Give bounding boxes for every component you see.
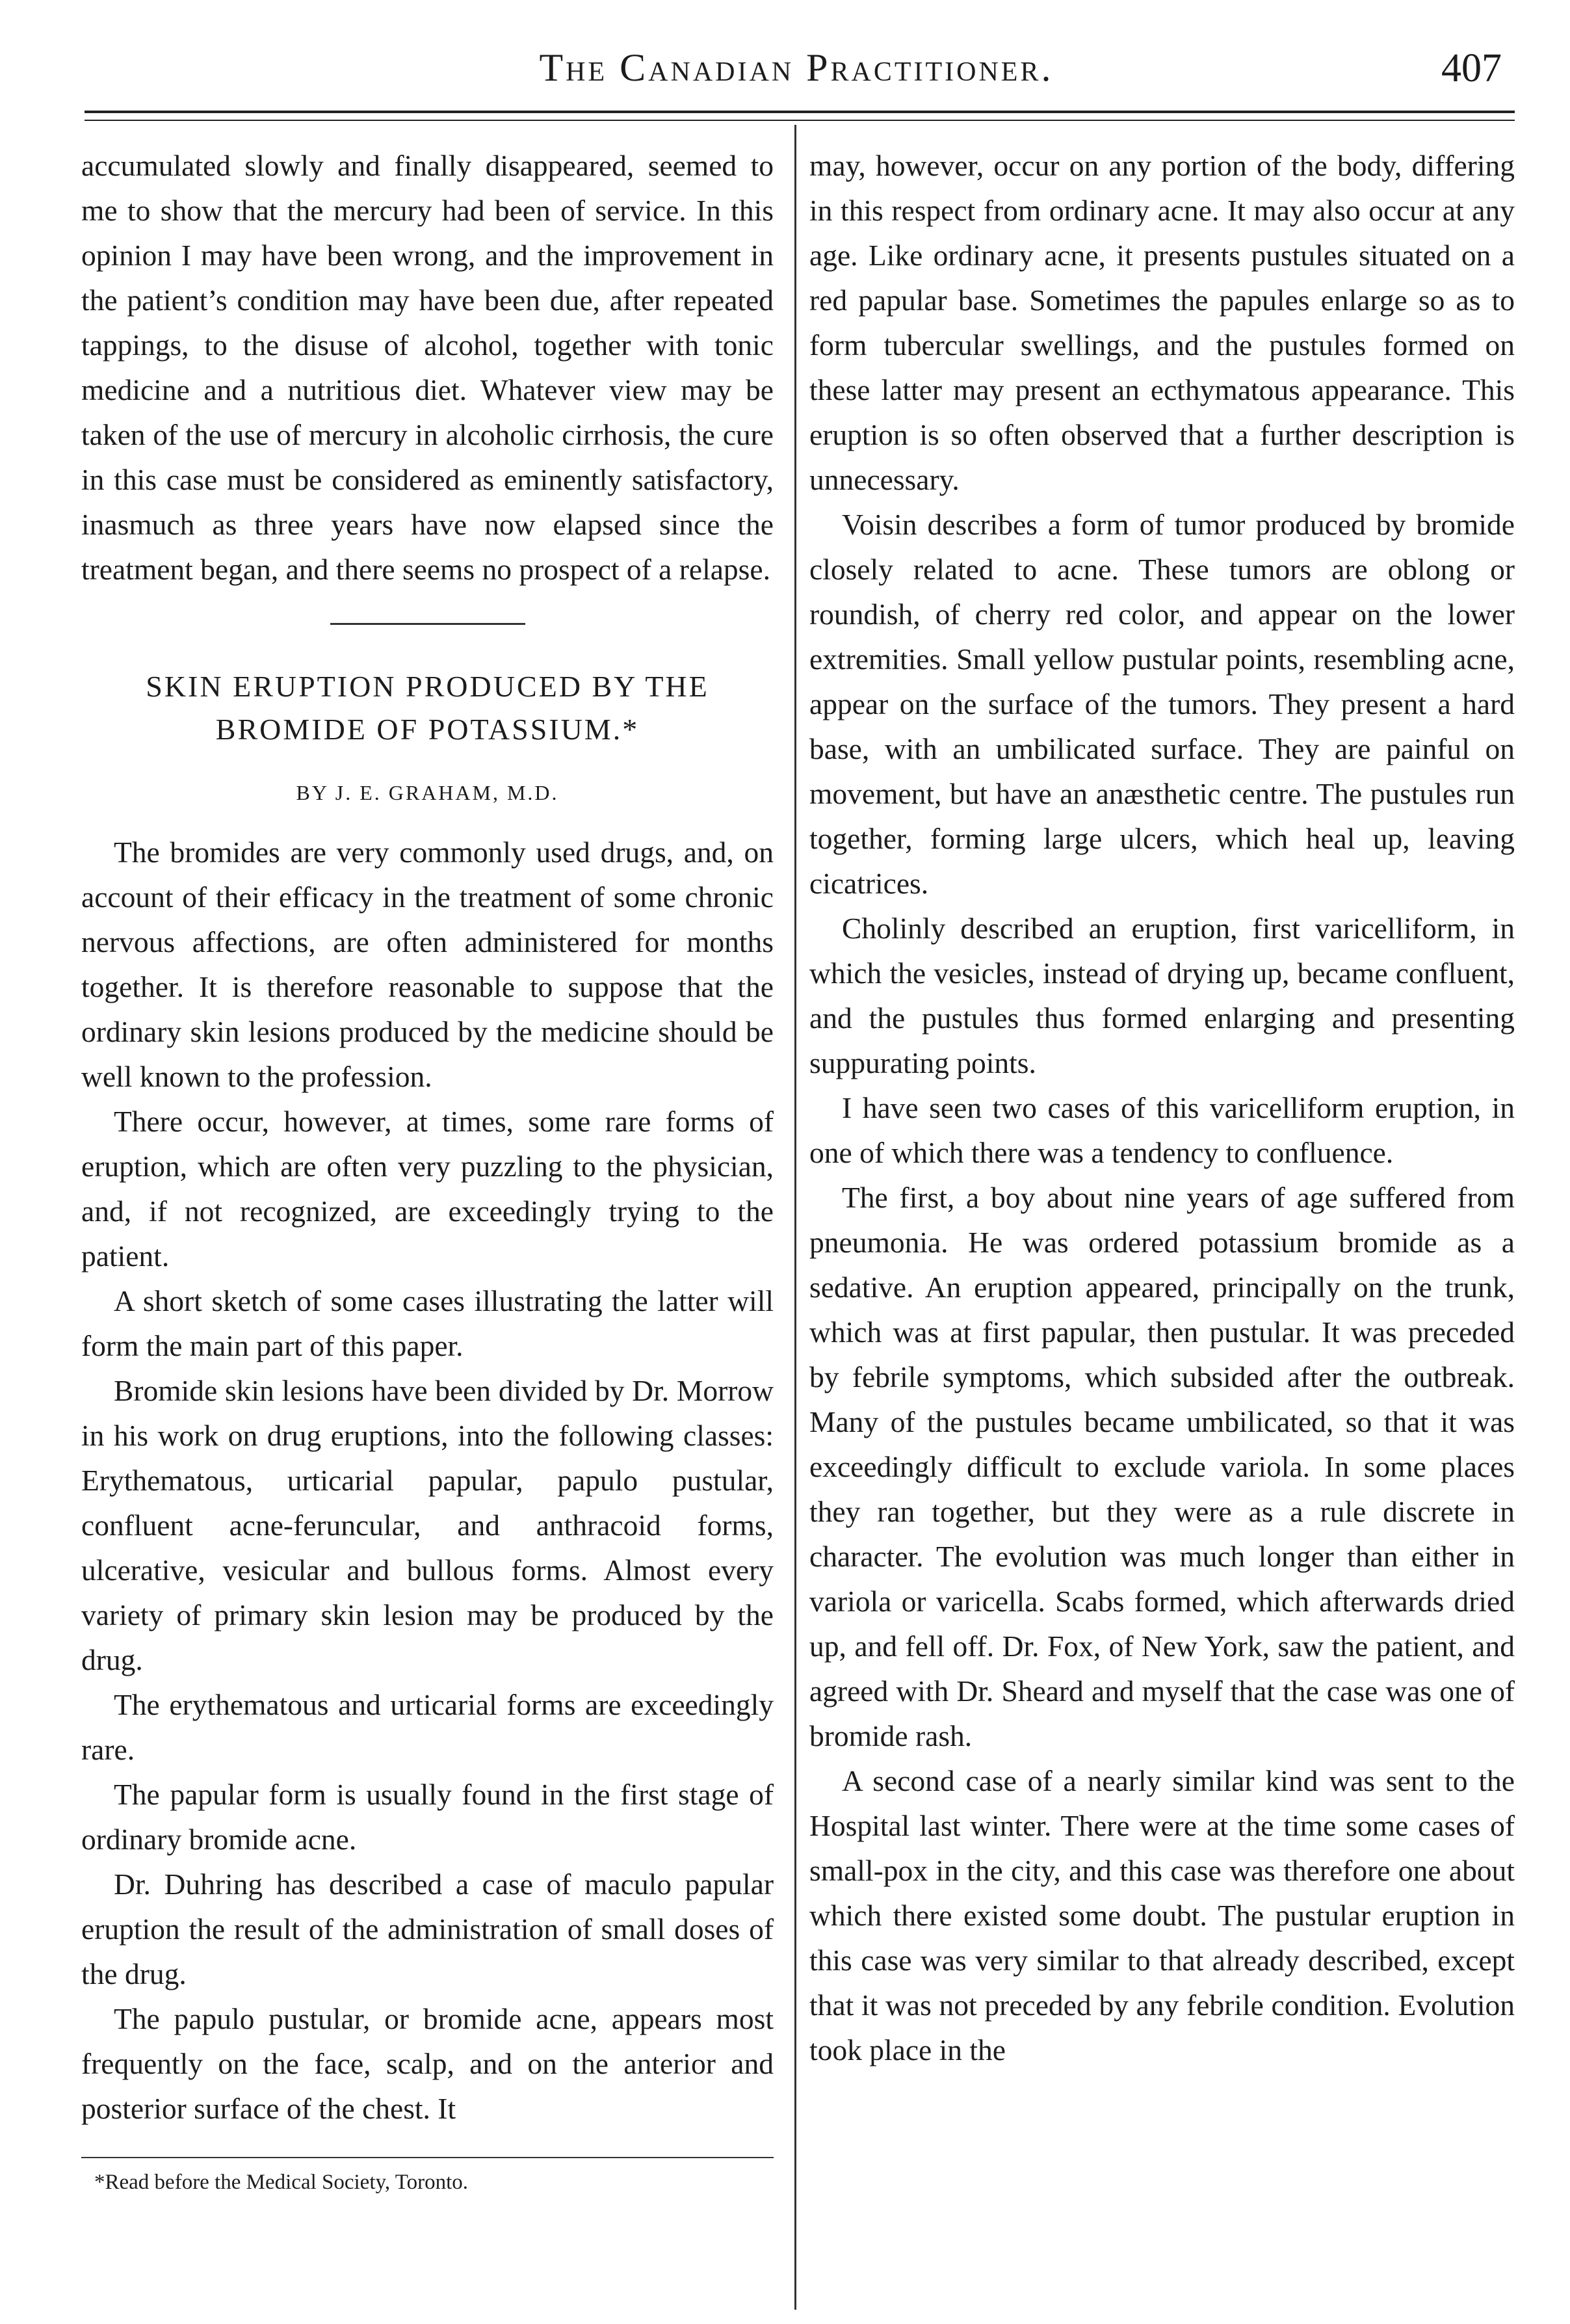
body-paragraph: Voisin describes a form of tumor produced by bromide closely related to acne. These tumors are oblong or roundish, of cherry red color, and appear on the lower extremities. Small yellow pustular points, resembling acne, appear on the surface of the tumors. They present a hard base, with an umbilicated surface. They are painful on movement, but have an anæsthetic centre. The pustules run together, forming large ulcers, which heal up, leaving cicatrices.: [809, 508, 1515, 900]
body-paragraph: A second case of a nearly similar kind was sent to the Hospital last winter. There were at the time some cases of small-pox in the city, and this case was therefore one about which there existed some doubt. The pustular eruption in this case was very similar to that already described, except that it was not preceded by any febrile condition. Evolution took place in the: [809, 1764, 1515, 2067]
body-paragraph: Dr. Duhring has described a case of maculo papular eruption the result of the administration of small doses of the drug.: [81, 1868, 774, 1990]
body-paragraph: I have seen two cases of this varicelliform eruption, in one of which there was a tendency to confluence.: [809, 1091, 1515, 1169]
body-paragraph: Bromide skin lesions have been divided by Dr. Morrow in his work on drug eruptions, into the following classes: Erythematous, urticarial papular, papulo pustular, confluent acne-feruncular, and anthracoid forms, ulcerative, vesicular and bullous forms. Almost every variety of primary skin lesion may be produced by the drug.: [81, 1374, 774, 1676]
body-paragraph: The papulo pustular, or bromide acne, appears most frequently on the face, scalp, and on the anterior and posterior surface of the chest. It: [81, 2002, 774, 2125]
right-column: [809, 143, 1515, 2072]
column-divider: [794, 125, 796, 2310]
body-paragraph: The erythematous and urticarial forms are exceedingly rare.: [81, 1688, 774, 1766]
body-paragraph: Cholinly described an eruption, first varicelliform, in which the vesicles, instead of drying up, became confluent, and the pustules thus formed enlarging and presenting suppurating points.: [809, 912, 1515, 1079]
page-header: [78, 38, 1515, 109]
header-rule-thin: [85, 120, 1515, 121]
section-separator: [330, 623, 525, 625]
footnote: *Read before the Medical Society, Toronto.: [94, 2171, 469, 2194]
body-paragraph: The papular form is usually found in the first stage of ordinary bromide acne.: [81, 1778, 774, 1856]
page-number: 407: [1441, 46, 1502, 90]
article-title: SKIN ERUPTION PRODUCED BY THE BROMIDE OF POTASSIUM.*: [146, 670, 709, 746]
body-paragraph: The bromides are very commonly used drugs, and, on account of their efficacy in the treatment of some chronic nervous affections, are often administered for months together. It is therefore reasonable to suppose that the ordinary skin lesions produced by the medicine should be well known to the profession.: [81, 836, 774, 1093]
left-column: [81, 143, 774, 2197]
continued-paragraph: accumulated slowly and finally disappeared, seemed to me to show that the mercury had been of service. In this opinion I may have been wrong, and the improvement in the patient’s condition may have been due, after repeated tappings, to the disuse of alcohol, together with tonic medicine and a nutritious diet. Whatever view may be taken of the use of mercury in alcoholic cirrhosis, the cure in this case must be considered as eminently satisfactory, inasmuch as three years have now elapsed since the treatment began, and there seems no prospect of a relapse.: [81, 149, 774, 586]
body-paragraph: The first, a boy about nine years of age suffered from pneumonia. He was ordered potassium bromide as a sedative. An eruption appeared, principally on the trunk, which was at first papular, then pustular. It was preceded by febrile symptoms, which subsided after the outbreak. Many of the pustules became umbilicated, so that it was exceedingly difficult to exclude variola. In some places they ran together, but they were as a rule discrete in character. The evolution was much longer than either in variola or varicella. Scabs formed, which afterwards dried up, and fell off. Dr. Fox, of New York, saw the patient, and agreed with Dr. Sheard and myself that the case was one of bromide rash.: [809, 1181, 1515, 1752]
continued-paragraph: may, however, occur on any portion of the body, differing in this respect from ordinary acne. It may also occur at any age. Like ordinary acne, it presents pustules situated on a red papular base. Sometimes the papules enlarge so as to form tubercular swellings, and the pustules formed on these latter may present an ecthymatous appearance. This eruption is so often observed that a further description is unnecessary.: [809, 149, 1515, 496]
body-paragraph: There occur, however, at times, some rare forms of eruption, which are often very puzzling to the physician, and, if not recognized, are exceedingly trying to the patient.: [81, 1105, 774, 1273]
article-byline: BY J. E. GRAHAM, M.D.: [296, 781, 559, 804]
footnote-rule: [81, 2157, 774, 2158]
header-rule: [85, 111, 1515, 113]
body-paragraph: A short sketch of some cases illustrating the latter will form the main part of this paper.: [81, 1284, 774, 1362]
journal-title: The Canadian Practitioner.: [539, 46, 1054, 89]
